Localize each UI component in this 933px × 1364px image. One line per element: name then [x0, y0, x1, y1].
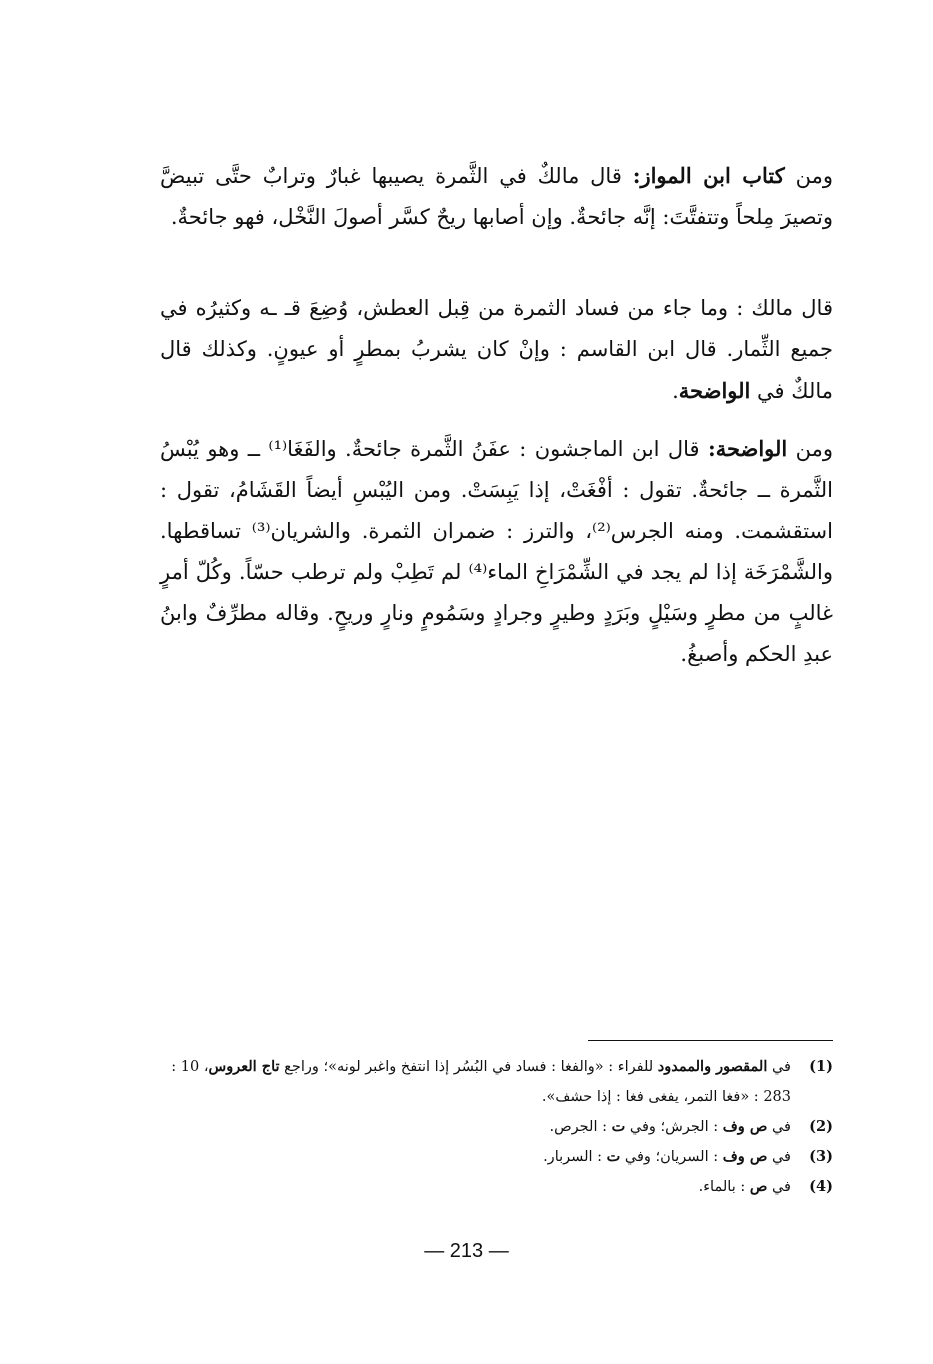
footnote-3: [160, 1142, 833, 1172]
footnote-post: ، 10 : 283 : «فغا التمر، يفغى فغا : إذا حشف».: [171, 1059, 791, 1105]
paragraph-2-text: قال مالك : وما جاء من فساد الثمرة من قِبل العطش، وُضِعَ قـ ـه وكثيرُه في جميع الثِّمار. قال ابن القاسم : وإنْ كان يشربُ بمطرٍ أو عيونٍ. وكذلك قال مالكٌ في: [160, 296, 833, 403]
footnote-separator: [588, 1040, 833, 1041]
footnote-source: ص: [749, 1178, 768, 1195]
footnote-source-2: ت: [611, 1118, 626, 1135]
footnote-4: [160, 1172, 833, 1202]
footnote-number: (2): [809, 1118, 833, 1135]
source-title-ibn-al-mawwaz: كتاب ابن المواز:: [632, 163, 785, 188]
paragraph-3-lead: ومن: [787, 437, 834, 461]
paragraph-1-lead: ومن: [784, 164, 833, 188]
footnote-number: (3): [809, 1148, 833, 1165]
footnote-source: المقصور والممدود: [657, 1058, 768, 1075]
paragraph-2: [160, 288, 833, 412]
footnote-text: [160, 1142, 791, 1172]
paragraph-2-tail: .: [672, 379, 679, 403]
footnote-mid: : بالماء.: [698, 1179, 750, 1195]
footnote-text: [160, 1052, 791, 1112]
footnote-source-2: ت: [606, 1148, 621, 1165]
paragraph-3: [160, 428, 833, 675]
footnote-text: [160, 1112, 791, 1142]
footnote-number: (1): [809, 1058, 833, 1075]
footnote-post: : السربار.: [543, 1149, 607, 1165]
source-title-al-wadiha-heading: الواضحة:: [707, 436, 788, 461]
source-title-al-wadiha: الواضحة: [678, 378, 751, 403]
footnote-source: ص وف: [722, 1148, 768, 1165]
footnote-mid: للفراء : «والفغا : فساد في البُسُر إذا انتفخ واغبر لونه»؛ وراجع: [279, 1059, 658, 1075]
footnote-pre: في: [767, 1179, 791, 1195]
paragraph-1: [160, 155, 833, 238]
page-number: — 213 —: [424, 1240, 509, 1262]
paragraph-3-text: قال ابن الماجشون : عفَنُ الثَّمرة جائحةٌ. والفَغَا⁽¹⁾ ــ وهو يُبْسُ الثَّمرة ــ جائحةٌ. تقول : أفْغَتْ، إذا يَبِسَتْ. ومن اليُبْسِ أيضاً القَشَامُ، تقول : استقشمت. ومنه الجرس⁽²⁾، والترز : ضمران الثمرة. والشريان⁽³⁾ تساقطها. والشَّمْرَخَة إذا لم يجد في الشِّمْرَاخِ الماء⁽⁴⁾ لم تَطِبْ ولم ترطب حسّاً. وكُلّ أمرٍ غالبٍ من مطرٍ وسَيْلٍ وبَرَدٍ وطيرٍ وجرادٍ وسَمُومٍ ونارٍ وريحٍ. وقاله مطرِّفٌ وابنُ عبدِ الحكم وأصبغُ.: [160, 437, 833, 666]
footnote-source: ص وف: [722, 1118, 768, 1135]
footnotes: [160, 1052, 833, 1202]
footnote-post: : الجرص.: [549, 1119, 612, 1135]
footnote-pre: في: [767, 1119, 791, 1135]
paragraph-1-text: قال مالكٌ في الثَّمرة يصيبها غبارٌ وترابٌ حتَّى تبيضَّ وتصيرَ مِلحاً وتتفتَّتَ: إنَّه جائحةٌ. وإن أصابها ريحٌ كسَّر أصولَ النَّخْل، فهو جائحةٌ.: [160, 164, 833, 229]
footnote-pre: في: [767, 1059, 791, 1075]
footnote-mid: : الجرش؛ وفي: [625, 1119, 723, 1135]
footnote-2: [160, 1112, 833, 1142]
footnote-text: [160, 1172, 791, 1202]
footnote-source-2: تاج العروس: [208, 1058, 280, 1075]
footnote-1: [160, 1052, 833, 1112]
footnote-number: (4): [809, 1178, 833, 1195]
footnote-pre: في: [767, 1149, 791, 1165]
footnote-mid: : السريان؛ وفي: [620, 1149, 723, 1165]
